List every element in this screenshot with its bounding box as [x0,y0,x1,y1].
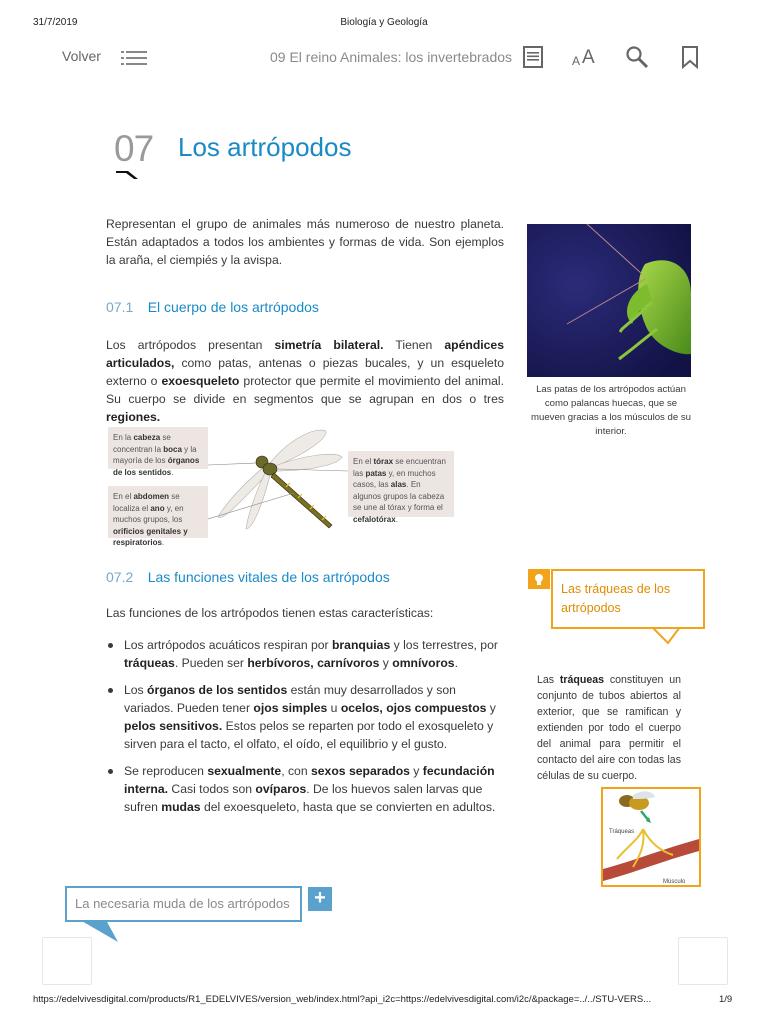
search-icon[interactable] [625,45,649,69]
expand-plus-button[interactable]: + [308,887,332,911]
chapter-number: 07 [114,128,154,169]
section2-lead: Las funciones de los artrópodos tienen estas características: [106,606,434,620]
chapter-mark-icon [116,170,138,180]
list-item: Los artrópodos acuáticos respiran por branquias y los terrestres, por tráqueas. Pueden ser herbívoros, carnívoros y omnívoros. [106,636,504,672]
print-page-number: 1/9 [719,994,733,1005]
molting-link-label[interactable]: La necesaria muda de los artrópodos [75,896,290,911]
photo-caption: Las patas de los artrópodos actúan como palancas huecas, que se mueven gracias a los músculos de su interior. [531,384,691,437]
print-url: https://edelvivesdigital.com/products/R1_EDELVIVES/version_web/index.html?api_i2c=https://edelvivesdigital.com/i2c/&package=../../STU-VERS... [33,994,652,1005]
muscle-label: Músculo [663,879,686,885]
characteristics-list [106,636,504,825]
dragonfly-infographic [108,425,456,547]
section-title: Las funciones vitales de los artrópodos [147,569,390,585]
tracheae-illustration [603,789,699,885]
pin-icon [528,569,550,589]
list-item: Los órganos de los sentidos están muy desarrollados y son variados. Pueden tener ojos simples u ocelos, ojos compuestos y pelos sensitivos. Estos pelos se reparten por todo el exosqueleto y sirven para el tacto, el olfato, el oído, el equilibrio y el gusto. [106,681,504,753]
document-icon[interactable] [521,45,545,69]
note-badge [528,569,550,589]
bookmark-icon[interactable] [678,45,702,69]
next-page-button[interactable] [678,937,728,985]
prev-page-button[interactable] [42,937,92,985]
font-size-large-label: A [582,47,595,68]
tracheae-figure [601,787,701,887]
dragonfly-icon [208,425,348,541]
back-button[interactable]: Volver [62,48,101,64]
tracheae-label: Tráqueas [609,829,635,835]
label-abdomen: En el abdomen se localiza el ano y, en muchos grupos, los orificios genitales y respiratorios. [108,486,208,538]
label-head: En la cabeza se concentran la boca y la mayoría de los órganos de los sentidos. [108,427,208,469]
section1-paragraph: Los artrópodos presentan simetría bilateral. Tienen apéndices articulados, como patas, antenas o piezas bucales, y un esqueleto externo o exoesqueleto protector que permite el movimiento del animal. Su cuerpo se divide en segmentos que se agrupan en dos o tres regiones. [106,338,504,424]
chapter-title: Los artrópodos [178,132,352,162]
unit-title: 09 El reino Animales: los invertebrados [270,49,513,65]
print-date: 31/7/2019 [33,17,78,28]
tracheae-description: Las tráqueas constituyen un conjunto de tubos abiertos al exterior, que se ramifican y extienden por todo el cuerpo del animal para permitir el contacto del aire con todas las células de su cuerpo. [537,674,681,782]
label-thorax: En el tórax se encuentran las patas y, en muchos casos, las alas. En algunos grupos la cabeza se une al tórax y forma el cefalotórax. [348,451,454,517]
list-icon[interactable] [121,50,147,66]
section-title: El cuerpo de los artrópodos [147,299,319,315]
section-number: 07.1 [106,299,134,315]
section-number: 07.2 [106,569,134,585]
list-item: Se reproducen sexualmente, con sexos separados y fecundación interna. Casi todos son ovíparos. De los huevos salen larvas que sufren mudas del exoesqueleto, hasta que se convierten en adultos. [106,762,504,816]
section-heading-07-2 [106,569,390,587]
tracheae-note-title[interactable]: Las tráqueas de los artrópodos [561,582,671,615]
font-size-icon[interactable] [572,46,600,70]
intro-paragraph: Representan el grupo de animales más numeroso de nuestro planeta. Están adaptados a todos los ambientes y formas de vida. Son ejemplos la araña, el ciempiés y la avispa. [106,217,504,267]
section-heading-07-1 [106,299,319,317]
font-size-small-label: A [572,54,581,68]
print-title: Biología y Geología [340,17,428,28]
note-pointer-icon [650,627,682,645]
mantis-illustration [527,224,691,377]
mantis-photo [527,224,691,377]
